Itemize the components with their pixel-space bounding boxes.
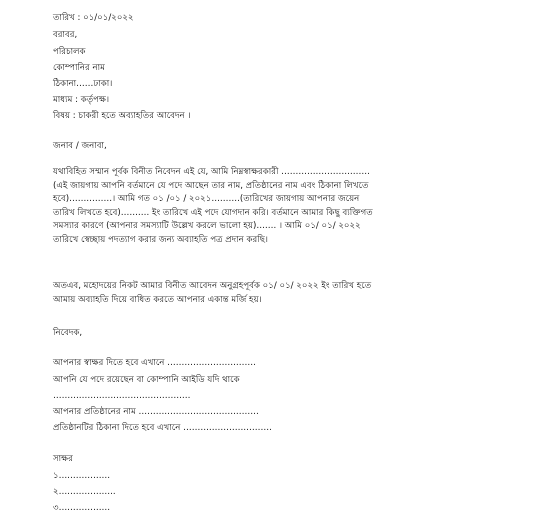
organization-field: আপনার প্রতিষ্ঠানের নাম …………………………………… bbox=[53, 407, 259, 417]
org-address-field: প্রতিষ্ঠানটির ঠিকানা দিতে হবে এখানে …………………………. bbox=[53, 423, 272, 433]
letter-date: তারিখ : ০১/০১/২০২২ bbox=[53, 13, 134, 23]
body-line: আমায় অব্যাহতি দিয়ে বাধিত করতে আপনার একান্ত মর্জি হয়। bbox=[53, 294, 262, 305]
recipient-address: ঠিকানা……ঢাকা। bbox=[53, 79, 113, 89]
body-paragraph-2 bbox=[53, 280, 523, 307]
salutation: জনাব / জনাবা, bbox=[53, 141, 107, 151]
witness-item-3: ৩……………… bbox=[53, 503, 111, 513]
recipient-designation: পরিচালক bbox=[53, 47, 86, 57]
body-line: সমস্যার কারণে (আপনার সমস্যাটি উল্লেখ করলে ভালো হয়)……. । আমি ০১/ ০১/ ২০২২ bbox=[53, 221, 361, 232]
designation-blank: ………………………………………… bbox=[53, 391, 191, 401]
body-line: হবে)……………। আমি গত ০১ /০১ / ২০২১……….(তারিখের জায়গায় আপনার জয়েন bbox=[53, 194, 360, 205]
witness-item-1: ১……………… bbox=[53, 471, 111, 481]
body-line: তারিখে স্বেচ্ছায় পদত্যাগ করার জন্য অব্যাহতি পত্র প্রদান করছি। bbox=[53, 234, 268, 245]
body-line: (এই জায়গায় আপনি বর্তমানে যে পদে আছেন তার নাম, প্রতিষ্ঠানের নাম এবং ঠিকানা লিখতে bbox=[53, 180, 369, 191]
witness-item-2: ২……………….. bbox=[53, 487, 116, 497]
witness-title: সাক্ষর bbox=[53, 454, 73, 464]
signature-field: আপনার স্বাক্ষর দিতে হবে এখানে …………………………. bbox=[53, 358, 256, 368]
body-line: যথাবিহিত সম্মান পূর্বক বিনীত নিবেদন এই যে, আমি নিম্নস্বাক্ষরকারী …………………………. bbox=[53, 167, 370, 177]
designation-field: আপনি যে পদে রয়েছেন বা কোম্পানি আইডি যদি থাকে bbox=[53, 375, 240, 385]
recipient-via: মাধ্যম : কর্তৃপক্ষ। bbox=[53, 95, 110, 105]
closing: নিবেদক, bbox=[53, 328, 83, 338]
body-line: অতএব, মহোদয়ের নিকট আমার বিনীত আবেদন অনুগ্রহপূর্বক ০১/ ০১/ ২০২২ ইং তারিখ হতে bbox=[53, 281, 372, 291]
body-line: তারিখ লিখতে হবে)………. ইং তারিখে এই পদে যোগদান করি। বর্তমানে আমার কিছু ব্যক্তিগত bbox=[53, 207, 373, 218]
body-paragraph-1 bbox=[53, 166, 523, 248]
letter-subject: বিষয় : চাকরী হতে অব্যাহতির আবেদন । bbox=[53, 111, 191, 121]
recipient-company: কোম্পানির নাম bbox=[53, 63, 105, 73]
recipient-to: বরাবর, bbox=[53, 30, 78, 40]
